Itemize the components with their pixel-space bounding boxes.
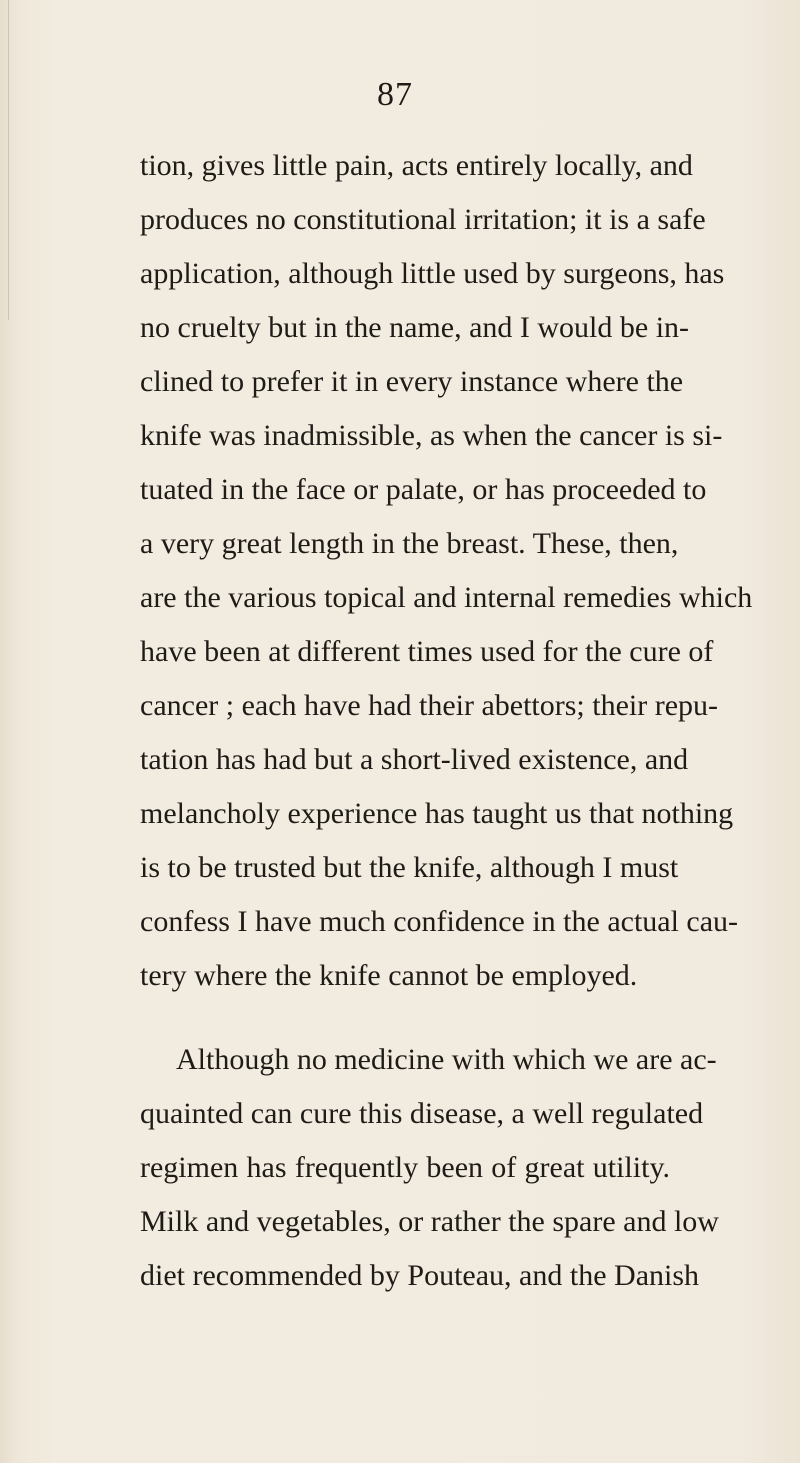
text-line: are the various topical and internal remedies which bbox=[140, 581, 753, 614]
text-line: melancholy experience has taught us that nothing bbox=[140, 797, 734, 830]
text-line: is to be trusted but the knife, although I must bbox=[140, 851, 679, 884]
text-line: no cruelty but in the name, and I would be in- bbox=[140, 311, 690, 344]
text-line: cancer ; each have had their abettors; their repu- bbox=[140, 689, 719, 722]
text-line: tery where the knife cannot be employed. bbox=[140, 959, 638, 992]
text-line: a very great length in the breast. These, then, bbox=[140, 527, 679, 560]
page-gutter-edge bbox=[8, 0, 9, 320]
text-line: tuated in the face or palate, or has proceeded to bbox=[140, 473, 707, 506]
text-line: clined to prefer it in every instance where the bbox=[140, 365, 684, 398]
page-number: 87 bbox=[377, 76, 413, 113]
text-line: have been at different times used for the cure of bbox=[140, 635, 714, 668]
text-line: tion, gives little pain, acts entirely locally, and bbox=[140, 149, 693, 182]
text-line: produces no constitutional irritation; it is a safe bbox=[140, 203, 706, 236]
text-line: knife was inadmissible, as when the cancer is si- bbox=[140, 419, 723, 452]
text-line: confess I have much confidence in the actual cau- bbox=[140, 905, 739, 938]
text-line: quainted can cure this disease, a well regulated bbox=[140, 1097, 704, 1130]
text-line: regimen has frequently been of great utility. bbox=[140, 1151, 670, 1184]
text-line: diet recommended by Pouteau, and the Danish bbox=[140, 1259, 700, 1292]
text-line: Although no medicine with which we are ac- bbox=[176, 1043, 717, 1076]
text-line: tation has had but a short-lived existence, and bbox=[140, 743, 689, 776]
text-line: application, although little used by surgeons, has bbox=[140, 257, 725, 290]
text-line: Milk and vegetables, or rather the spare and low bbox=[140, 1205, 719, 1238]
